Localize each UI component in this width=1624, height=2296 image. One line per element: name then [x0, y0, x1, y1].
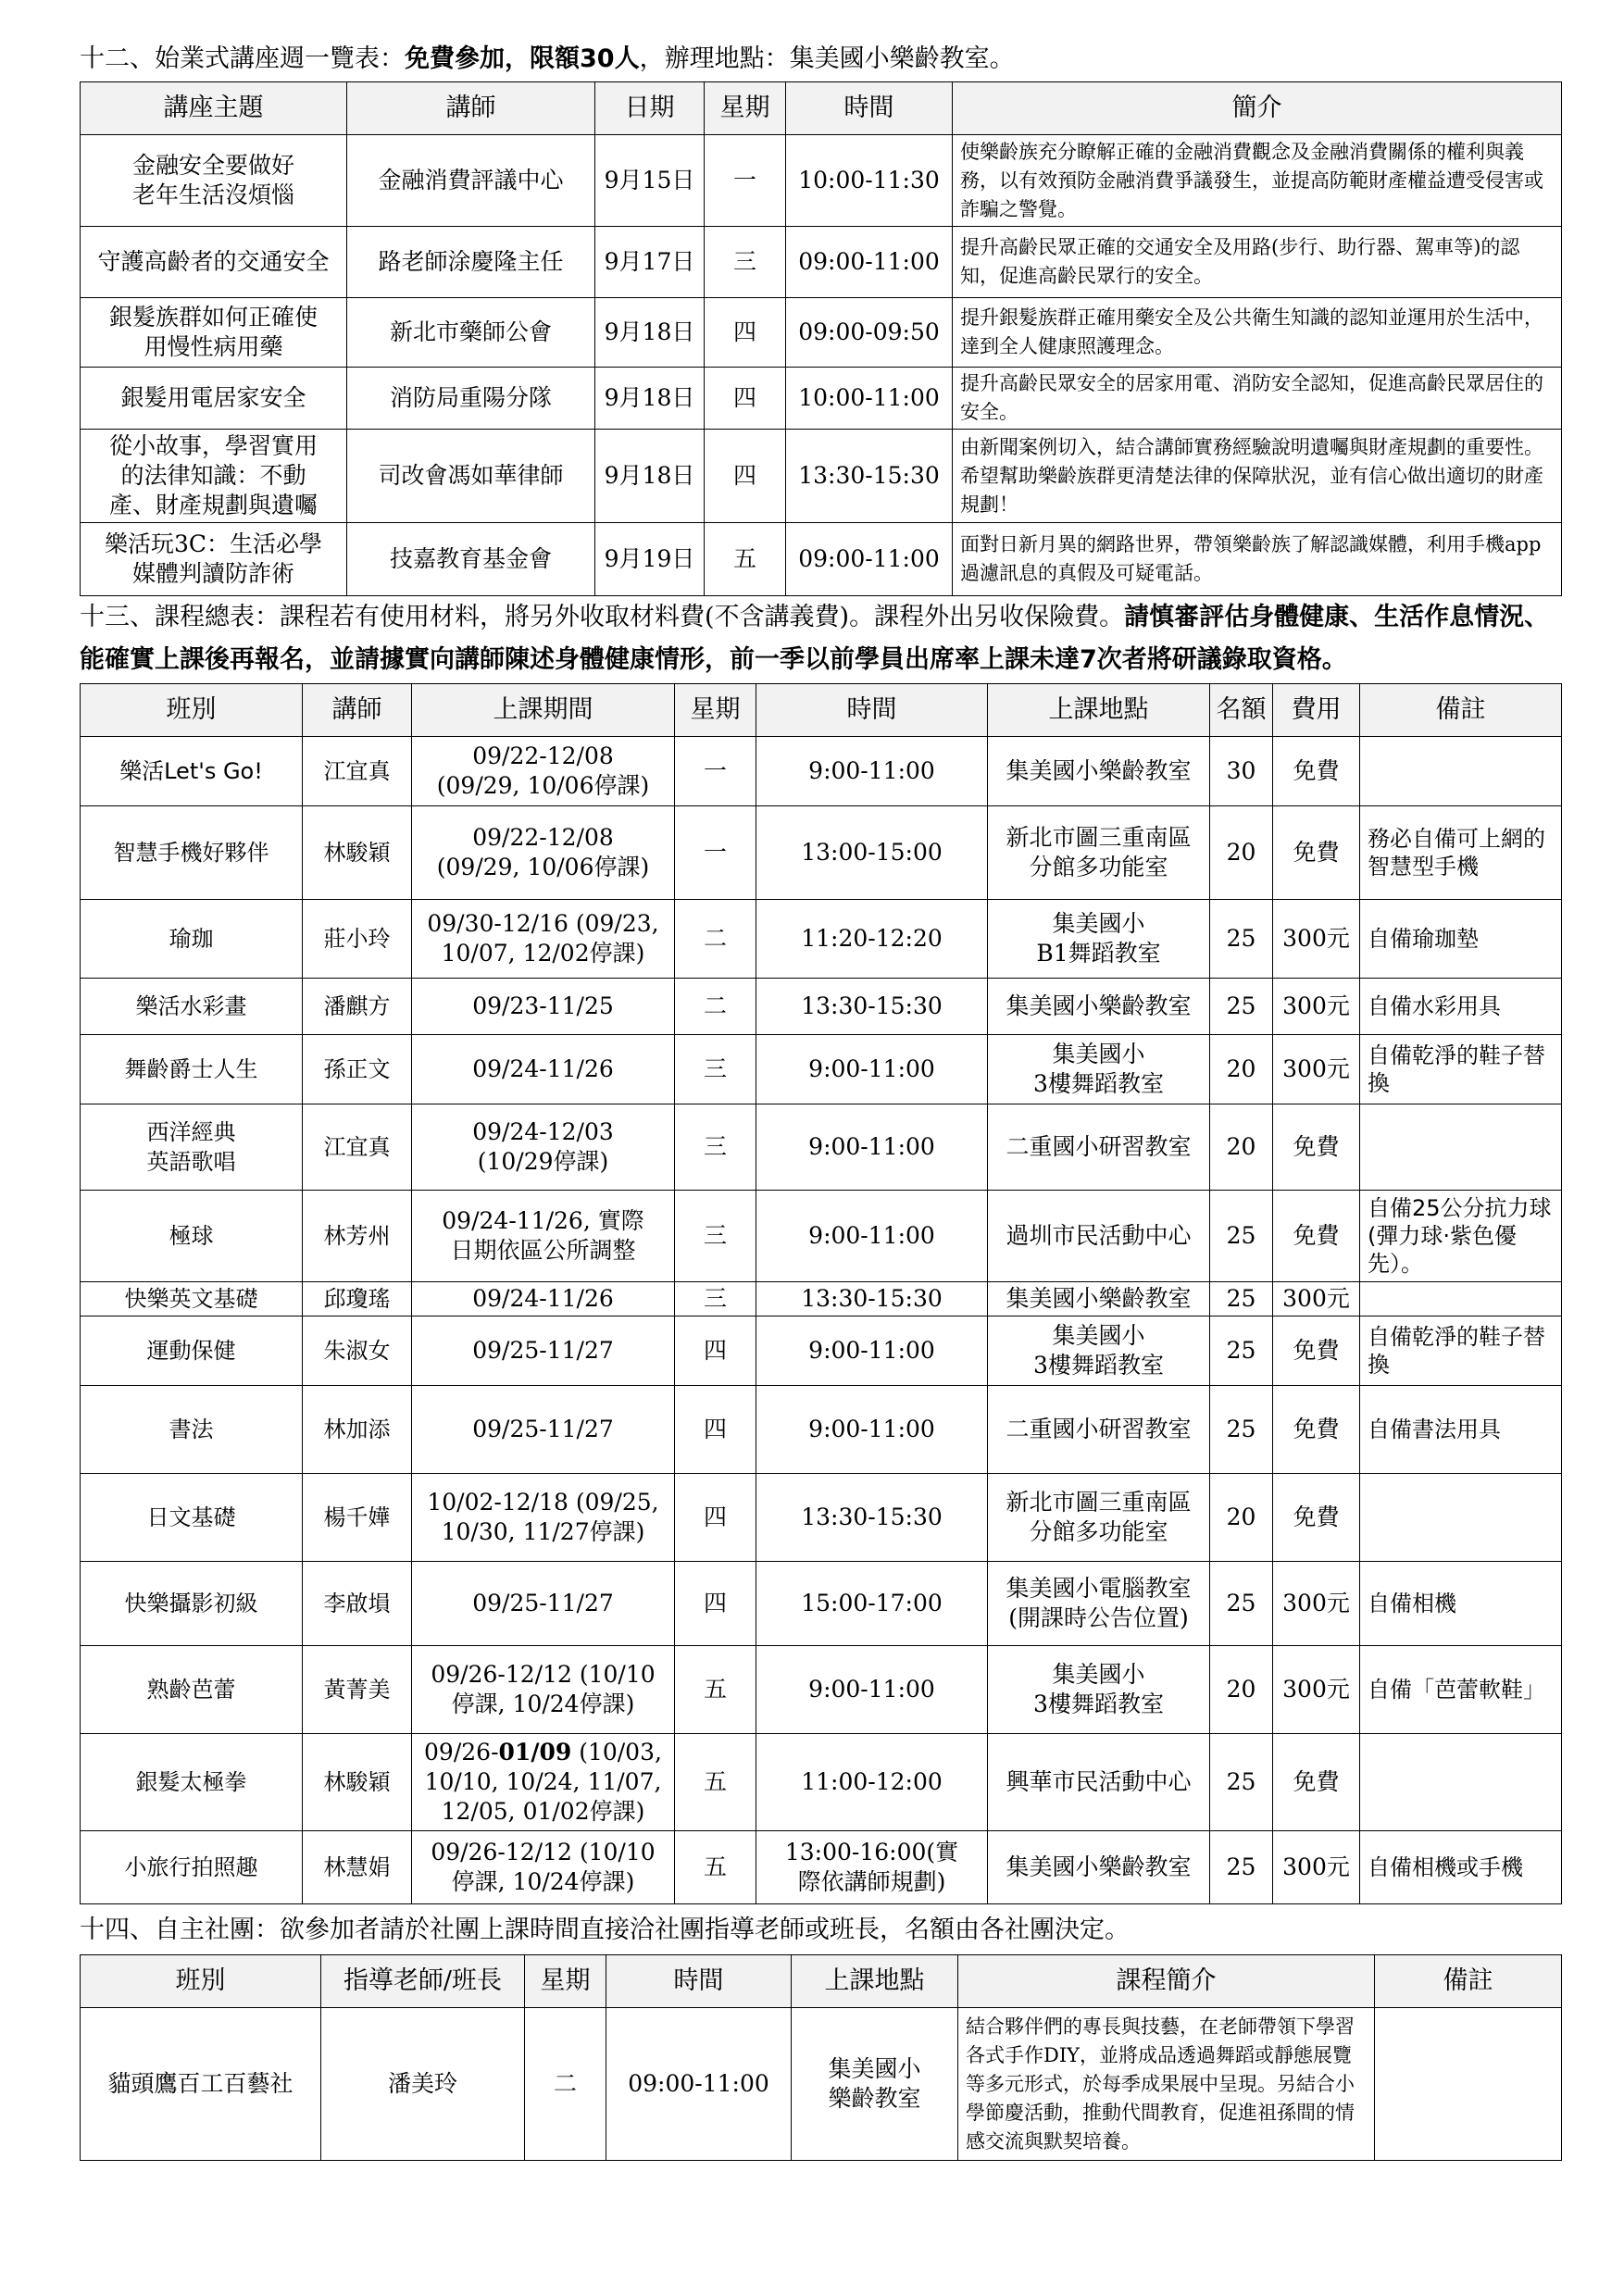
header-cell: 名額 [1210, 684, 1273, 737]
course-place: 集美國小 3樓舞蹈教室 [988, 1035, 1210, 1104]
course-period: 09/23-11/25 [412, 979, 675, 1035]
course-fee: 免費 [1273, 806, 1360, 900]
course-class: 快樂英文基礎 [81, 1282, 303, 1316]
course-note: 自備書法用具 [1360, 1386, 1562, 1474]
header-cell: 班別 [81, 684, 303, 737]
course-time: 15:00-17:00 [756, 1562, 988, 1646]
lecture-intro: 提升銀髮族群正確用藥安全及公共衛生知識的認知並運用於生活中，達到全人健康照護理念。 [953, 298, 1562, 368]
course-note [1360, 1474, 1562, 1562]
course-time: 11:20-12:20 [756, 900, 988, 979]
club-class: 貓頭鷹百工百藝社 [81, 2008, 321, 2161]
document-page [80, 41, 1561, 2161]
course-time: 9:00-11:00 [756, 1104, 988, 1191]
lecture-row [81, 523, 1562, 596]
header-cell: 上課地點 [988, 684, 1210, 737]
course-place: 集美國小 B1舞蹈教室 [988, 900, 1210, 979]
course-teacher: 江宜真 [303, 1104, 412, 1191]
course-fee: 免費 [1273, 1191, 1360, 1282]
course-teacher: 朱淑女 [303, 1316, 412, 1386]
course-row [81, 737, 1562, 806]
course-weekday: 四 [675, 1386, 756, 1474]
course-place: 集美國小 3樓舞蹈教室 [988, 1646, 1210, 1734]
course-row [81, 1035, 1562, 1104]
lecture-row [81, 430, 1562, 523]
course-period: 09/30-12/16 (09/23, 10/07, 12/02停課) [412, 900, 675, 979]
course-weekday: 三 [675, 1035, 756, 1104]
lecture-topic: 金融安全要做好 老年生活沒煩惱 [81, 135, 347, 227]
course-fee: 300元 [1273, 1035, 1360, 1104]
lecture-weekday: 五 [705, 523, 786, 596]
course-place: 集美國小 3樓舞蹈教室 [988, 1316, 1210, 1386]
lecture-date: 9月18日 [595, 430, 705, 523]
course-note: 自備水彩用具 [1360, 979, 1562, 1035]
course-time: 9:00-11:00 [756, 737, 988, 806]
course-fee: 免費 [1273, 1316, 1360, 1386]
course-place: 新北市圖三重南區 分館多功能室 [988, 1474, 1210, 1562]
course-row [81, 1282, 1562, 1316]
header-cell: 星期 [705, 82, 786, 135]
club-table [80, 1954, 1562, 2161]
lecture-lecturer: 金融消費評議中心 [347, 135, 595, 227]
course-teacher: 林芳州 [303, 1191, 412, 1282]
lecture-date: 9月18日 [595, 368, 705, 430]
course-weekday: 二 [675, 979, 756, 1035]
course-fee: 300元 [1273, 1646, 1360, 1734]
lecture-week-table [80, 81, 1562, 596]
course-period-start: 09/26- [424, 1739, 499, 1766]
course-fee: 300元 [1273, 1831, 1360, 1904]
lecture-intro: 使樂齡族充分瞭解正確的金融消費觀念及金融消費關係的權利與義務，以有效預防金融消費爭議發生，並提高防範財產權益遭受侵害或詐騙之警覺。 [953, 135, 1562, 227]
course-period: 09/25-11/27 [412, 1386, 675, 1474]
course-quota: 25 [1210, 1282, 1273, 1316]
lecture-date: 9月17日 [595, 227, 705, 298]
course-weekday: 一 [675, 737, 756, 806]
course-fee: 免費 [1273, 1104, 1360, 1191]
course-period: 09/25-11/27 [412, 1316, 675, 1386]
lecture-intro: 提升高齡民眾正確的交通安全及用路(步行、助行器、駕車等)的認知，促進高齡民眾行的安全。 [953, 227, 1562, 298]
course-quota: 25 [1210, 900, 1273, 979]
course-note [1360, 1734, 1562, 1831]
course-quota: 20 [1210, 1474, 1273, 1562]
lecture-topic: 銀髮用電居家安全 [81, 368, 347, 430]
header-cell: 時間 [606, 1955, 792, 2008]
course-quota: 30 [1210, 737, 1273, 806]
section-12-heading [80, 41, 1561, 78]
course-teacher: 潘麒方 [303, 979, 412, 1035]
lecture-weekday: 四 [705, 368, 786, 430]
header-cell: 費用 [1273, 684, 1360, 737]
course-row [81, 1191, 1562, 1282]
lecture-date: 9月18日 [595, 298, 705, 368]
lecture-lecturer: 技嘉教育基金會 [347, 523, 595, 596]
section-12-heading-bold: 免費參加，限額30人 [405, 44, 640, 73]
lecture-lecturer: 新北市藥師公會 [347, 298, 595, 368]
course-note [1360, 1282, 1562, 1316]
course-note: 務必自備可上網的智慧型手機 [1360, 806, 1562, 900]
club-note [1375, 2008, 1562, 2161]
course-teacher: 孫正文 [303, 1035, 412, 1104]
lecture-topic: 從小故事，學習實用 的法律知識：不動 產、財產規劃與遺囑 [81, 430, 347, 523]
course-quota: 25 [1210, 1386, 1273, 1474]
header-cell: 備註 [1375, 1955, 1562, 2008]
course-place: 二重國小研習教室 [988, 1104, 1210, 1191]
course-period: 09/25-11/27 [412, 1562, 675, 1646]
course-time: 9:00-11:00 [756, 1316, 988, 1386]
course-row [81, 1386, 1562, 1474]
course-row [81, 1734, 1562, 1831]
course-teacher: 林慧娟 [303, 1831, 412, 1904]
lecture-time: 10:00-11:30 [786, 135, 953, 227]
section-12-heading-prefix: 十二、始業式講座週一覽表： [80, 44, 405, 73]
course-weekday: 三 [675, 1191, 756, 1282]
course-fee: 300元 [1273, 1562, 1360, 1646]
course-time: 9:00-11:00 [756, 1035, 988, 1104]
course-period-end: 01/09 [498, 1739, 572, 1766]
course-row [81, 900, 1562, 979]
course-weekday: 四 [675, 1474, 756, 1562]
lecture-intro: 提升高齡民眾安全的居家用電、消防安全認知，促進高齡民眾居住的安全。 [953, 368, 1562, 430]
lecture-lecturer: 路老師涂慶隆主任 [347, 227, 595, 298]
header-cell: 上課地點 [792, 1955, 958, 2008]
course-place: 二重國小研習教室 [988, 1386, 1210, 1474]
lecture-row [81, 227, 1562, 298]
section-13-paragraph-bold: 請慎審評估身體健康、生活作息情況、能確實上課後再報名，並請據實向講師陳述身體健康情形，前一季以前學員出席率上課未達7次者將研議錄取資格。 [80, 603, 1550, 674]
course-row [81, 979, 1562, 1035]
header-cell: 星期 [675, 684, 756, 737]
club-row [81, 2008, 1562, 2161]
course-weekday: 四 [675, 1316, 756, 1386]
course-note: 自備「芭蕾軟鞋」 [1360, 1646, 1562, 1734]
course-summary-table [80, 683, 1562, 1904]
header-cell: 時間 [786, 82, 953, 135]
header-cell: 星期 [525, 1955, 606, 2008]
course-note: 自備相機 [1360, 1562, 1562, 1646]
course-teacher: 李啟塤 [303, 1562, 412, 1646]
course-period: 09/26-12/12 (10/10 停課, 10/24停課) [412, 1646, 675, 1734]
course-teacher: 林駿穎 [303, 1734, 412, 1831]
course-fee: 300元 [1273, 900, 1360, 979]
header-cell: 班別 [81, 1955, 321, 2008]
club-intro: 結合夥伴們的專長與技藝，在老師帶領下學習各式手作DIY，並將成品透過舞蹈或靜態展覽等多元形式，於每季成果展中呈現。另結合小學節慶活動，推動代間教育，促進祖孫間的情感交流與默契培養。 [958, 2008, 1375, 2161]
lecture-intro: 由新聞案例切入，結合講師實務經驗說明遺囑與財產規劃的重要性。希望幫助樂齡族群更清楚法律的保障狀況，並有信心做出適切的財產規劃！ [953, 430, 1562, 523]
header-cell: 簡介 [953, 82, 1562, 135]
course-class: 樂活Let's Go! [81, 737, 303, 806]
lecture-row [81, 135, 1562, 227]
course-class: 智慧手機好夥伴 [81, 806, 303, 900]
course-weekday: 三 [675, 1104, 756, 1191]
section-13-paragraph-normal: 十三、課程總表：課程若有使用材料，將另外收取材料費(不含講義費)。課程外出另收保險費。 [80, 603, 1125, 631]
header-cell: 日期 [595, 82, 705, 135]
course-period: 09/22-12/08 (09/29, 10/06停課) [412, 737, 675, 806]
course-quota: 20 [1210, 806, 1273, 900]
course-row [81, 1646, 1562, 1734]
course-weekday: 二 [675, 900, 756, 979]
course-class: 快樂攝影初級 [81, 1562, 303, 1646]
club-weekday: 二 [525, 2008, 606, 2161]
lecture-weekday: 三 [705, 227, 786, 298]
lecture-weekday: 四 [705, 298, 786, 368]
header-cell: 課程簡介 [958, 1955, 1375, 2008]
course-period: 09/26-12/12 (10/10 停課, 10/24停課) [412, 1831, 675, 1904]
lecture-date: 9月19日 [595, 523, 705, 596]
course-note [1360, 737, 1562, 806]
course-place: 集美國小樂齡教室 [988, 1831, 1210, 1904]
lecture-time: 09:00-11:00 [786, 523, 953, 596]
course-teacher: 黃菁美 [303, 1646, 412, 1734]
club-time: 09:00-11:00 [606, 2008, 792, 2161]
course-teacher: 林駿穎 [303, 806, 412, 900]
course-place: 過圳市民活動中心 [988, 1191, 1210, 1282]
course-place: 集美國小樂齡教室 [988, 737, 1210, 806]
header-cell: 講座主題 [81, 82, 347, 135]
course-weekday: 三 [675, 1282, 756, 1316]
course-period-holidays: (10/03, 10/10, 10/24, 11/07, 12/05, 01/02停課) [424, 1739, 662, 1825]
course-time: 9:00-11:00 [756, 1386, 988, 1474]
lecture-row [81, 298, 1562, 368]
course-quota: 20 [1210, 1646, 1273, 1734]
course-period [412, 1734, 675, 1831]
course-class: 樂活水彩畫 [81, 979, 303, 1035]
header-cell: 備註 [1360, 684, 1562, 737]
course-time: 13:00-15:00 [756, 806, 988, 900]
club-teacher: 潘美玲 [321, 2008, 525, 2161]
course-note: 自備瑜珈墊 [1360, 900, 1562, 979]
lecture-weekday: 一 [705, 135, 786, 227]
course-place: 集美國小樂齡教室 [988, 1282, 1210, 1316]
section-14-heading: 十四、自主社團：欲參加者請於社團上課時間直接洽社團指導老師或班長，名額由各社團決定。 [80, 1915, 1130, 1944]
course-class: 運動保健 [81, 1316, 303, 1386]
course-period: 09/24-12/03 (10/29停課) [412, 1104, 675, 1191]
section-13-paragraph [80, 596, 1561, 681]
course-class: 小旅行拍照趣 [81, 1831, 303, 1904]
course-period: 09/24-11/26, 實際 日期依區公所調整 [412, 1191, 675, 1282]
course-quota: 25 [1210, 1562, 1273, 1646]
course-class: 舞齡爵士人生 [81, 1035, 303, 1104]
lecture-time: 10:00-11:00 [786, 368, 953, 430]
course-class: 瑜珈 [81, 900, 303, 979]
course-fee: 300元 [1273, 979, 1360, 1035]
course-fee: 免費 [1273, 737, 1360, 806]
club-place: 集美國小 樂齡教室 [792, 2008, 958, 2161]
header-cell: 講師 [303, 684, 412, 737]
lecture-intro: 面對日新月異的網路世界，帶領樂齡族了解認識媒體，利用手機app過濾訊息的真假及可疑電話。 [953, 523, 1562, 596]
course-quota: 20 [1210, 1104, 1273, 1191]
lecture-row [81, 368, 1562, 430]
course-class: 銀髮太極拳 [81, 1734, 303, 1831]
course-time: 13:30-15:30 [756, 1474, 988, 1562]
header-cell: 上課期間 [412, 684, 675, 737]
course-quota: 25 [1210, 1316, 1273, 1386]
course-period: 09/24-11/26 [412, 1035, 675, 1104]
course-note: 自備乾淨的鞋子替換 [1360, 1316, 1562, 1386]
lecture-time: 09:00-09:50 [786, 298, 953, 368]
course-row [81, 1562, 1562, 1646]
course-period: 10/02-12/18 (09/25, 10/30, 11/27停課) [412, 1474, 675, 1562]
lecture-weekday: 四 [705, 430, 786, 523]
course-row [81, 1104, 1562, 1191]
course-fee: 免費 [1273, 1734, 1360, 1831]
lecture-topic: 樂活玩3C：生活必學 媒體判讀防詐術 [81, 523, 347, 596]
course-quota: 25 [1210, 1734, 1273, 1831]
course-time: 13:30-15:30 [756, 1282, 988, 1316]
course-period: 09/24-11/26 [412, 1282, 675, 1316]
course-fee: 免費 [1273, 1386, 1360, 1474]
course-note: 自備乾淨的鞋子替換 [1360, 1035, 1562, 1104]
course-teacher: 莊小玲 [303, 900, 412, 979]
lecture-time: 13:30-15:30 [786, 430, 953, 523]
course-class: 極球 [81, 1191, 303, 1282]
course-class: 書法 [81, 1386, 303, 1474]
course-teacher: 江宜真 [303, 737, 412, 806]
header-cell: 時間 [756, 684, 988, 737]
course-note: 自備相機或手機 [1360, 1831, 1562, 1904]
course-place: 集美國小樂齡教室 [988, 979, 1210, 1035]
header-cell: 指導老師/班長 [321, 1955, 525, 2008]
course-time: 9:00-11:00 [756, 1191, 988, 1282]
course-weekday: 五 [675, 1831, 756, 1904]
course-weekday: 五 [675, 1734, 756, 1831]
course-class: 日文基礎 [81, 1474, 303, 1562]
course-class: 熟齡芭蕾 [81, 1646, 303, 1734]
course-row [81, 1474, 1562, 1562]
course-time: 13:30-15:30 [756, 979, 988, 1035]
course-teacher: 林加添 [303, 1386, 412, 1474]
lecture-time: 09:00-11:00 [786, 227, 953, 298]
course-weekday: 四 [675, 1562, 756, 1646]
section-12-heading-suffix: ，辦理地點：集美國小樂齡教室。 [639, 44, 1015, 73]
course-note [1360, 1104, 1562, 1191]
header-cell: 講師 [347, 82, 595, 135]
lecture-topic: 銀髮族群如何正確使 用慢性病用藥 [81, 298, 347, 368]
course-teacher: 邱瓊瑤 [303, 1282, 412, 1316]
course-period: 09/22-12/08 (09/29, 10/06停課) [412, 806, 675, 900]
lecture-topic: 守護高齡者的交通安全 [81, 227, 347, 298]
course-row [81, 1831, 1562, 1904]
course-place: 新北市圖三重南區 分館多功能室 [988, 806, 1210, 900]
course-row [81, 806, 1562, 900]
course-quota: 20 [1210, 1035, 1273, 1104]
course-weekday: 一 [675, 806, 756, 900]
course-time: 13:00-16:00(實 際依講師規劃) [756, 1831, 988, 1904]
lecture-lecturer: 司改會馮如華律師 [347, 430, 595, 523]
course-time: 11:00-12:00 [756, 1734, 988, 1831]
course-place: 集美國小電腦教室 (開課時公告位置) [988, 1562, 1210, 1646]
course-fee: 300元 [1273, 1282, 1360, 1316]
course-class: 西洋經典 英語歌唱 [81, 1104, 303, 1191]
course-weekday: 五 [675, 1646, 756, 1734]
course-teacher: 楊千嬅 [303, 1474, 412, 1562]
course-row [81, 1316, 1562, 1386]
course-note: 自備25公分抗力球(彈力球·紫色優先）。 [1360, 1191, 1562, 1282]
course-time: 9:00-11:00 [756, 1646, 988, 1734]
lecture-date: 9月15日 [595, 135, 705, 227]
course-place: 興華市民活動中心 [988, 1734, 1210, 1831]
course-quota: 25 [1210, 1831, 1273, 1904]
lecture-lecturer: 消防局重陽分隊 [347, 368, 595, 430]
course-quota: 25 [1210, 979, 1273, 1035]
course-quota: 25 [1210, 1191, 1273, 1282]
course-fee: 免費 [1273, 1474, 1360, 1562]
